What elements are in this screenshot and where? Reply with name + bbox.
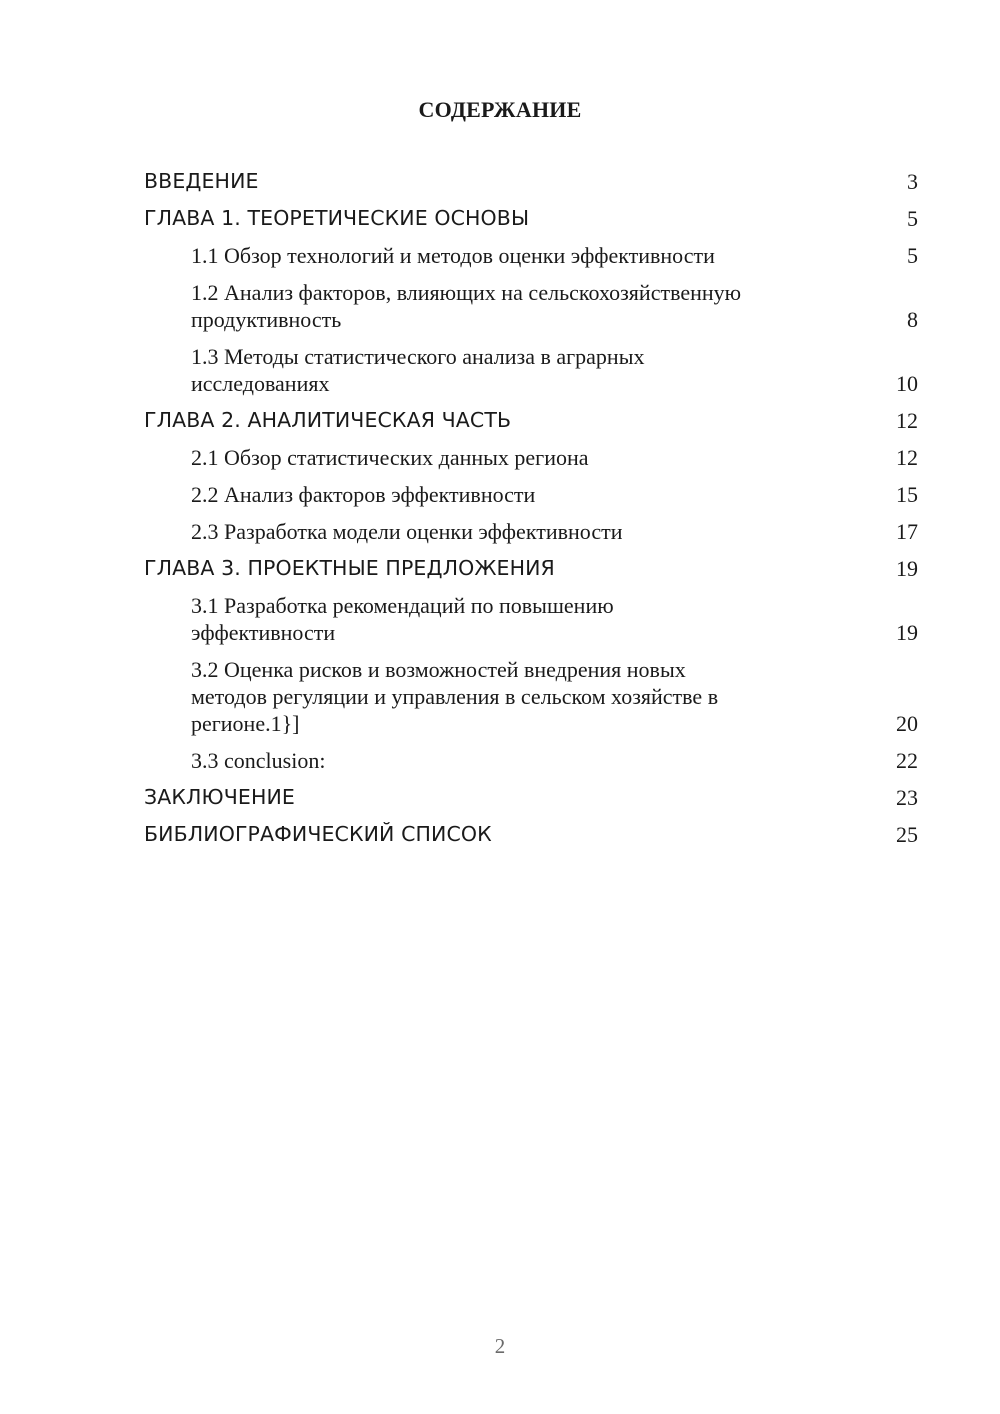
toc-entry-chapter-2[interactable]: [144, 407, 918, 434]
toc-entry-chapter-1[interactable]: [144, 205, 918, 232]
toc-entry-section-1-3[interactable]: [144, 343, 918, 397]
toc-entry-introduction[interactable]: [144, 168, 918, 195]
toc-entry-page: 20: [896, 711, 918, 736]
toc-entry-page: 12: [896, 408, 918, 433]
toc-entry-page: 3: [907, 169, 918, 194]
toc-entry-page: 5: [907, 243, 918, 268]
toc-entry-section-3-2[interactable]: [144, 656, 918, 737]
toc-entry-label: 1.3 Методы статистического анализа в аграрных исследованиях: [191, 344, 645, 396]
toc-entry-section-3-3[interactable]: [144, 747, 918, 774]
toc-entry-section-3-1[interactable]: [144, 592, 918, 646]
page-number: 2: [494, 1334, 506, 1358]
toc-entry-label: 1.2 Анализ факторов, влияющих на сельскохозяйственную продуктивность: [191, 280, 742, 332]
toc-entry-page: 19: [896, 620, 918, 645]
toc-entry-page: 25: [896, 822, 918, 847]
toc-entry-label: ГЛАВА 3. ПРОЕКТНЫЕ ПРЕДЛОЖЕНИЯ: [144, 556, 555, 580]
toc-entry-section-1-2[interactable]: [144, 279, 918, 333]
toc-entry-label: 2.1 Обзор статистических данных региона: [191, 445, 589, 470]
toc-entry-label: 3.3 conclusion:: [191, 748, 326, 773]
toc-entry-label: 2.3 Разработка модели оценки эффективности: [191, 519, 623, 544]
toc-entry-page: 19: [896, 556, 918, 581]
toc-entry-label: 2.2 Анализ факторов эффективности: [191, 482, 536, 507]
table-of-contents: [144, 168, 918, 858]
toc-entry-label: 3.2 Оценка рисков и возможностей внедрения новых методов регуляции и управления в сельском хозяйстве в регионе.1}]: [191, 657, 719, 736]
toc-entry-section-2-3[interactable]: [144, 518, 918, 545]
page-title: СОДЕРЖАНИЕ: [418, 97, 582, 122]
toc-entry-page: 23: [896, 785, 918, 810]
toc-entry-page: 5: [907, 206, 918, 231]
toc-entry-page: 10: [896, 371, 918, 396]
toc-entry-section-2-1[interactable]: [144, 444, 918, 471]
toc-entry-label: 1.1 Обзор технологий и методов оценки эффективности: [191, 243, 715, 268]
toc-entry-page: 15: [896, 482, 918, 507]
toc-entry-page: 17: [896, 519, 918, 544]
toc-entry-page: 12: [896, 445, 918, 470]
toc-entry-section-1-1[interactable]: [144, 242, 918, 269]
toc-entry-bibliography[interactable]: [144, 821, 918, 848]
toc-entry-label: ГЛАВА 2. АНАЛИТИЧЕСКАЯ ЧАСТЬ: [144, 408, 512, 432]
toc-entry-label: БИБЛИОГРАФИЧЕСКИЙ СПИСОК: [144, 822, 492, 846]
toc-entry-label: ГЛАВА 1. ТЕОРЕТИЧЕСКИЕ ОСНОВЫ: [144, 206, 530, 230]
toc-entry-label: ВВЕДЕНИЕ: [144, 169, 259, 193]
toc-entry-label: 3.1 Разработка рекомендаций по повышению эффективности: [191, 593, 614, 645]
toc-entry-chapter-3[interactable]: [144, 555, 918, 582]
toc-entry-label: ЗАКЛЮЧЕНИЕ: [144, 785, 295, 809]
toc-entry-section-2-2[interactable]: [144, 481, 918, 508]
toc-entry-conclusion[interactable]: [144, 784, 918, 811]
toc-entry-page: 22: [896, 748, 918, 773]
toc-entry-page: 8: [907, 307, 918, 332]
